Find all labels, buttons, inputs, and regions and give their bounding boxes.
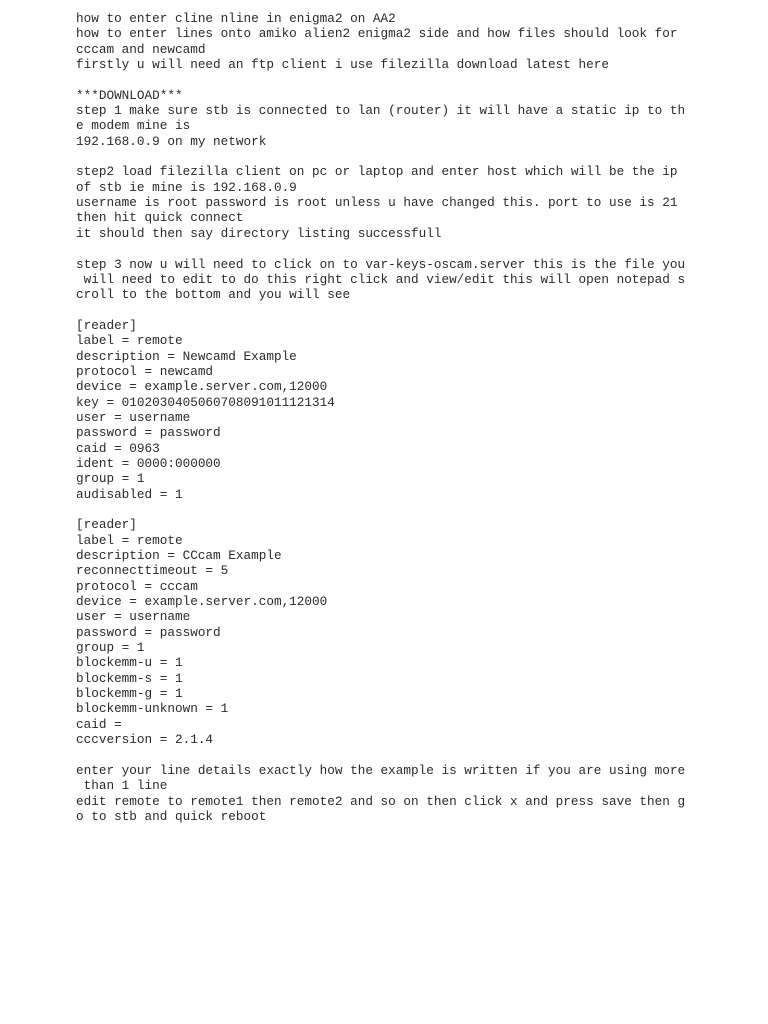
config-line: group = 1 (76, 640, 145, 656)
blank-line (76, 241, 716, 256)
config-line: label = remote (76, 532, 183, 548)
config-line: device = example.server.com,12000 (76, 594, 328, 610)
text-line: o to stb and quick reboot (76, 808, 267, 824)
text-line: than 1 line (76, 778, 168, 794)
config-line: caid = (76, 716, 122, 732)
text-line: will need to edit to do this right click and view/edit this will open notepad s (76, 271, 686, 287)
config-line: blockemm-s = 1 (76, 670, 183, 686)
text-line: how to enter cline nline in enigma2 on AA2 (76, 11, 396, 26)
config-line: user = username (76, 609, 191, 625)
text-line: it should then say directory listing successfull (76, 225, 442, 241)
blank-line (76, 502, 716, 517)
text-line: enter your line details exactly how the example is written if you are using more (76, 762, 686, 778)
config-line: password = password (76, 624, 221, 640)
config-line: reconnecttimeout = 5 (76, 563, 229, 579)
config-line: audisabled = 1 (76, 486, 183, 502)
config-line: caid = 0963 (76, 440, 160, 456)
config-line: user = username (76, 409, 191, 425)
text-line: firstly u will need an ftp client i use filezilla download latest here (76, 57, 609, 73)
text-line: e modem mine is (76, 118, 191, 134)
config-line: password = password (76, 425, 221, 441)
document-page (76, 11, 716, 824)
config-line: ident = 0000:000000 (76, 455, 221, 471)
blank-line (76, 72, 716, 87)
config-line: blockemm-g = 1 (76, 686, 183, 702)
config-line: protocol = newcamd (76, 363, 214, 379)
config-line: cccversion = 2.1.4 (76, 732, 214, 748)
blank-line (76, 149, 716, 164)
text-line: step 1 make sure stb is connected to lan (router) it will have a static ip to th (76, 103, 686, 119)
text-line: ***DOWNLOAD*** (76, 87, 183, 103)
config-line: protocol = cccam (76, 578, 198, 594)
text-line: edit remote to remote1 then remote2 and so on then click x and press save then g (76, 793, 686, 809)
config-line: device = example.server.com,12000 (76, 379, 328, 395)
config-line: blockemm-unknown = 1 (76, 701, 229, 717)
blank-line (76, 303, 716, 318)
config-line: label = remote (76, 333, 183, 349)
config-line: blockemm-u = 1 (76, 655, 183, 671)
text-line: cccam and newcamd (76, 41, 206, 57)
text-line: of stb ie mine is 192.168.0.9 (76, 179, 297, 195)
text-line: croll to the bottom and you will see (76, 287, 351, 303)
text-line: username is root password is root unless u have changed this. port to use is 21 (76, 195, 678, 211)
config-line: [reader] (76, 517, 137, 533)
config-line: description = CCcam Example (76, 548, 282, 564)
text-line: step 3 now u will need to click on to var-keys-oscam.server this is the file you (76, 256, 686, 272)
text-line: 192.168.0.9 on my network (76, 133, 267, 149)
blank-line (76, 748, 716, 763)
text-line: then hit quick connect (76, 210, 244, 226)
text-line: how to enter lines onto amiko alien2 enigma2 side and how files should look for (76, 26, 678, 42)
config-line: description = Newcamd Example (76, 348, 297, 364)
text-line: step2 load filezilla client on pc or laptop and enter host which will be the ip (76, 164, 678, 180)
config-line: [reader] (76, 317, 137, 333)
config-line: key = 0102030405060708091011121314 (76, 394, 335, 410)
config-line: group = 1 (76, 471, 145, 487)
